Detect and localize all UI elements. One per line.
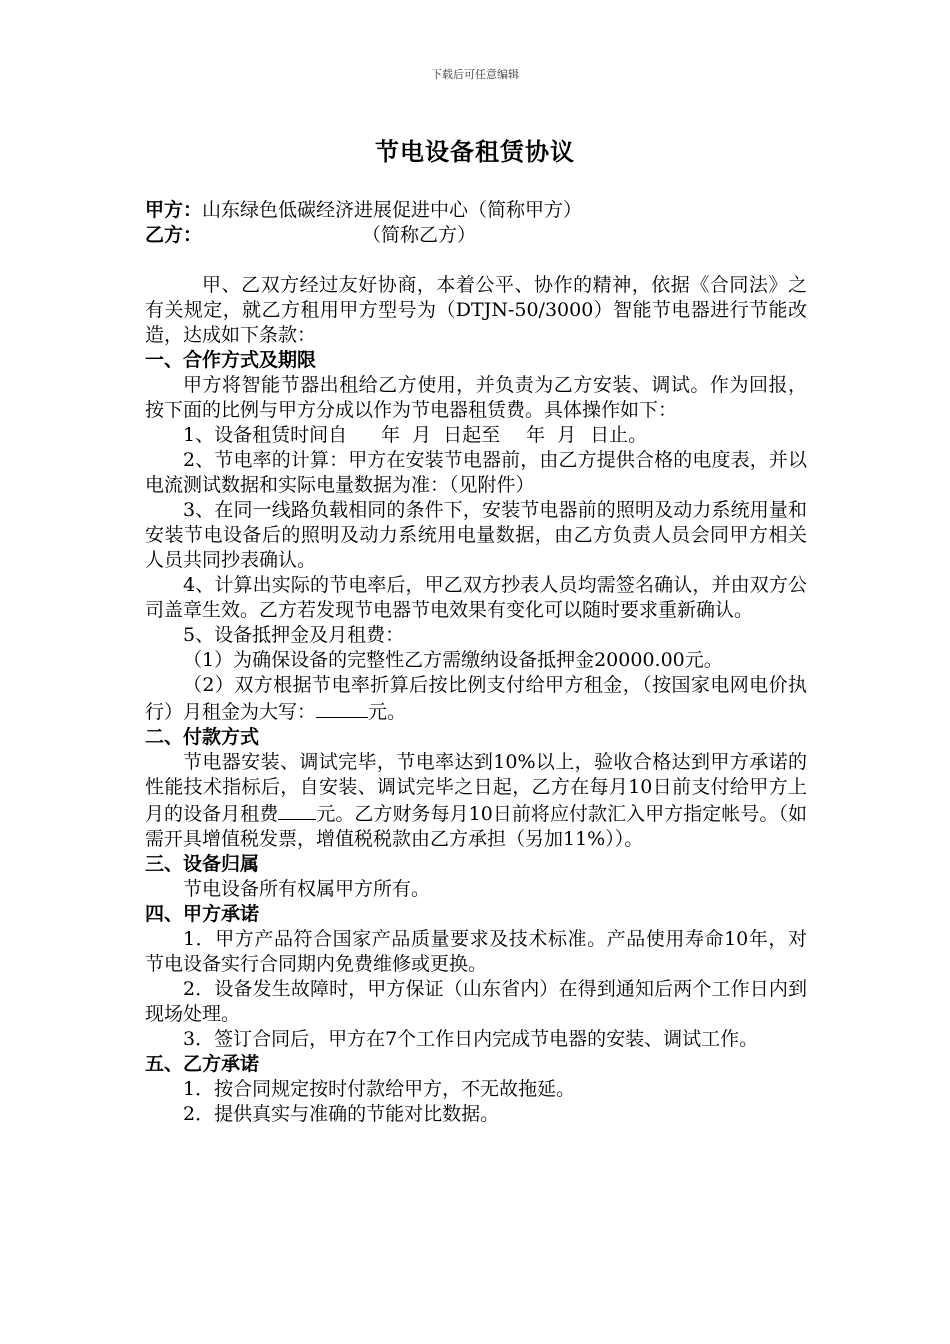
section-1-paragraph: 甲方将智能节器出租给乙方使用，并负责为乙方安装、调试。作为回报，按下面的比例与甲方分成以作为节电器租赁费。具体操作如下： [145, 374, 807, 421]
monthly-rent-blank [316, 698, 368, 718]
monthly-fee-blank [278, 800, 316, 820]
section-2-heading: 二、付款方式 [145, 726, 260, 748]
lease-period-label: 1、设备租赁时间自 [183, 424, 348, 446]
document-body [145, 198, 807, 1127]
section-4-item-2: 2．设备发生故障时，甲方保证（山东省内）在得到通知后两个工作日内到现场处理。 [145, 978, 807, 1025]
section-1-item-5-2 [145, 673, 807, 725]
section-1-item-5-1: （1）为确保设备的完整性乙方需缴纳设备抵押金20000.00元。 [183, 649, 723, 671]
section-1-item-5: 5、设备抵押金及月租费： [183, 624, 405, 646]
section-1-item-1 [145, 423, 807, 448]
section-4-item-3: 3．签订合同后，甲方在7个工作日内完成节电器的安装、调试工作。 [183, 1028, 759, 1050]
end-year-label: 年 [526, 424, 546, 446]
section-3-heading: 三、设备归属 [145, 853, 260, 875]
section-5-item-1: 1．按合同规定按时付款给甲方，不无故拖延。 [183, 1078, 576, 1100]
section-5-heading: 五、乙方承诺 [145, 1053, 260, 1075]
payment-text-a: 节电器安装、调试完毕，节电率达到10%以上，验收合格达到甲方承诺的性能技术指标后，自安装、调试完毕之日起，乙方在每月10日前支付给甲方上月的设备月租费 [145, 751, 807, 825]
party-b-label: 乙方： [145, 224, 203, 246]
monthly-rent-label: （2）双方根据节电率折算后按比例支付给甲方租金，（按国家电网电价执行）月租金为大写： [145, 674, 807, 723]
section-5-item-2: 2．提供真实与准确的节能对比数据。 [183, 1103, 500, 1125]
intro-paragraph: 甲、乙双方经过友好协商，本着公平、协作的精神，依据《合同法》之有关规定，就乙方租用甲方型号为（DTJN-50/3000）智能节电器进行节能改造，达成如下条款： [145, 274, 807, 346]
start-year-label: 年 [381, 424, 401, 446]
section-1-item-2: 2、节电率的计算：甲方在安装节电器前，由乙方提供合格的电度表，并以电流测试数据和实际电量数据为准：（见附件） [145, 449, 807, 496]
header-watermark: 下载后可任意编辑 [431, 68, 519, 81]
section-4-heading: 四、甲方承诺 [145, 903, 260, 925]
party-b-line [145, 223, 807, 248]
end-day-label: 日止。 [590, 424, 648, 446]
section-4-item-1: 1．甲方产品符合国家产品质量要求及技术标准。产品使用寿命10年，对节电设备实行合同期内免费维修或更换。 [145, 928, 807, 975]
end-month-label: 月 [557, 424, 577, 446]
party-a-label: 甲方： [145, 199, 203, 221]
start-day-label: 日起至 [443, 424, 501, 446]
party-a-line [145, 198, 807, 223]
page-title: 节电设备租赁协议 [375, 137, 575, 166]
section-3-paragraph: 节电设备所有权属甲方所有。 [183, 878, 431, 900]
start-month-label: 月 [412, 424, 432, 446]
party-a-value: 山东绿色低碳经济进展促进中心（简称甲方） [202, 199, 583, 221]
payment-text-b: 元。乙方财务每月10日前将应付款汇入甲方指定帐号。（如需开具增值税发票，增值税税款由乙方承担（另加11%））。 [145, 803, 807, 850]
party-b-value: （简称乙方） [362, 224, 477, 246]
section-2-paragraph [145, 750, 807, 852]
section-1-item-3: 3、在同一线路负载相同的条件下，安装节电器前的照明及动力系统用量和安装节电设备后的照明及动力系统用电量数据，由乙方负责人员会同甲方相关人员共同抄表确认。 [145, 499, 807, 571]
monthly-rent-unit: 元。 [368, 701, 407, 723]
section-1-heading: 一、合作方式及期限 [145, 349, 317, 371]
section-1-item-4: 4、计算出实际的节电率后，甲乙双方抄表人员均需签名确认，并由双方公司盖章生效。乙方若发现节电器节电效果有变化可以随时要求重新确认。 [145, 574, 807, 621]
